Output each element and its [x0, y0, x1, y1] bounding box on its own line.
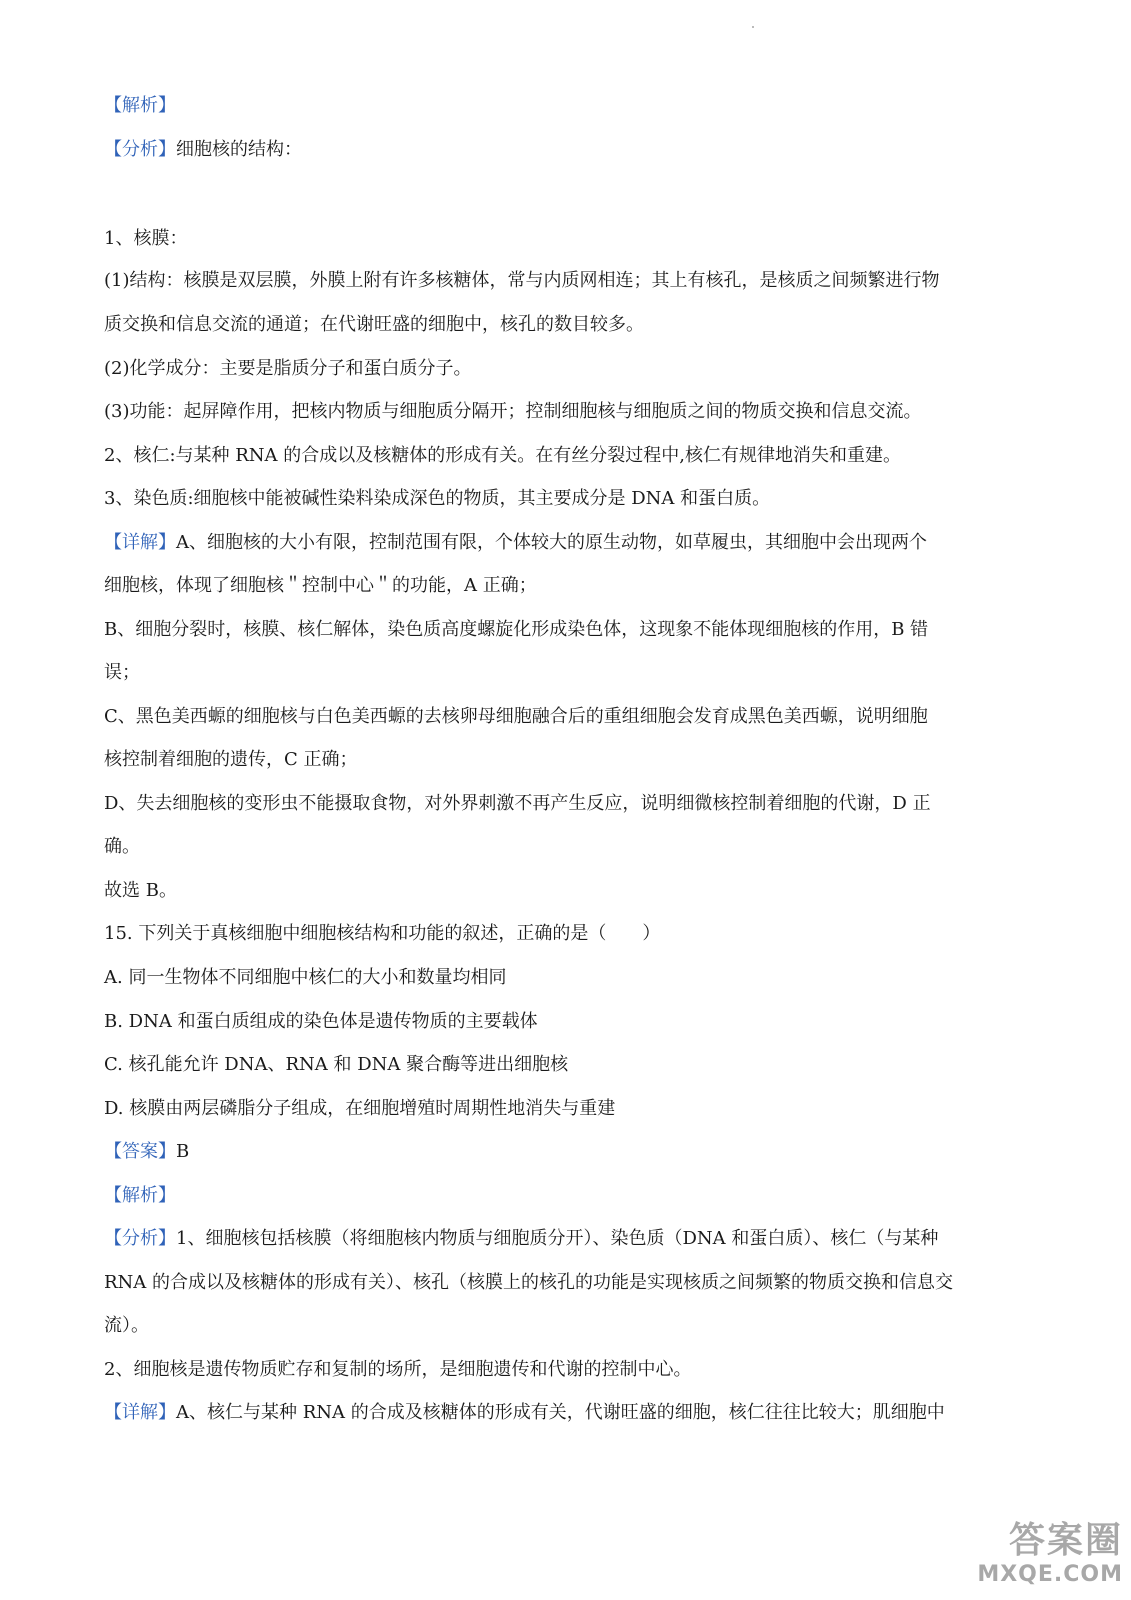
site-watermark [933, 1520, 1123, 1594]
scan-dot [752, 26, 754, 28]
watermark-logo: 答案圈 [1008, 1520, 1123, 1561]
text-line: B、细胞分裂时，核膜、核仁解体，染色质高度螺旋化形成染色体，这现象不能体现细胞核的作用，B 错 [104, 619, 929, 640]
watermark-site: MXQE.COM [977, 1562, 1123, 1587]
text-line: 【分析】1、细胞核包括核膜（将细胞核内物质与细胞质分开）、染色质（DNA 和蛋白质）、核仁（与某种 [104, 1228, 939, 1249]
text-line: (2)化学成分：主要是脂质分子和蛋白质分子。 [104, 358, 472, 379]
text-line: 【解析】 [104, 1185, 176, 1206]
text-line: (1)结构：核膜是双层膜，外膜上附有许多核糖体，常与内质网相连；其上有核孔，是核质之间频繁进行物 [104, 270, 940, 291]
text-line: 误； [104, 662, 140, 683]
text-line: 2、核仁:与某种 RNA 的合成以及核糖体的形成有关。在有丝分裂过程中,核仁有规律地消失和重建。 [104, 445, 901, 466]
text-line: C、黑色美西螈的细胞核与白色美西螈的去核卵母细胞融合后的重组细胞会发育成黑色美西螈，说明细胞 [104, 706, 928, 727]
text-line: RNA 的合成以及核糖体的形成有关）、核孔（核膜上的核孔的功能是实现核质之间频繁的物质交换和信息交 [104, 1272, 954, 1293]
text-line: 3、染色质:细胞核中能被碱性染料染成深色的物质，其主要成分是 DNA 和蛋白质。 [104, 488, 771, 509]
text-line: 【详解】A、细胞核的大小有限，控制范围有限，个体较大的原生动物，如草履虫，其细胞中会出现两个 [104, 532, 927, 553]
text-line: 确。 [104, 836, 140, 857]
answer-line: 【答案】B [104, 1141, 190, 1162]
text-line: 【解析】 [104, 95, 176, 116]
text-line: 故选 B。 [104, 880, 177, 901]
option-d: D. 核膜由两层磷脂分子组成，在细胞增殖时周期性地消失与重建 [104, 1098, 616, 1119]
text-line: 【分析】细胞核的结构： [104, 139, 302, 160]
text-line: 核控制着细胞的遗传，C 正确； [104, 749, 358, 770]
text-line: 流）。 [104, 1315, 149, 1336]
text-line: D、失去细胞核的变形虫不能摄取食物，对外界刺激不再产生反应，说明细微核控制着细胞的代谢，D 正 [104, 793, 931, 814]
text-line: 2、细胞核是遗传物质贮存和复制的场所，是细胞遗传和代谢的控制中心。 [104, 1359, 692, 1380]
text-line: 1、核膜： [104, 228, 188, 249]
text-line: 质交换和信息交流的通道；在代谢旺盛的细胞中，核孔的数目较多。 [104, 314, 644, 335]
question-stem: 15. 下列关于真核细胞中细胞核结构和功能的叙述，正确的是（ ） [104, 923, 661, 944]
option-a: A. 同一生物体不同细胞中核仁的大小和数量均相同 [104, 967, 507, 988]
text-line: 细胞核，体现了细胞核＂控制中心＂的功能，A 正确； [104, 575, 537, 596]
option-c: C. 核孔能允许 DNA、RNA 和 DNA 聚合酶等进出细胞核 [104, 1054, 569, 1075]
text-line: 【详解】A、核仁与某种 RNA 的合成及核糖体的形成有关，代谢旺盛的细胞，核仁往往比较大；肌细胞中 [104, 1402, 945, 1423]
option-b: B. DNA 和蛋白质组成的染色体是遗传物质的主要载体 [104, 1011, 538, 1032]
text-line: (3)功能：起屏障作用，把核内物质与细胞质分隔开；控制细胞核与细胞质之间的物质交换和信息交流。 [104, 401, 922, 422]
